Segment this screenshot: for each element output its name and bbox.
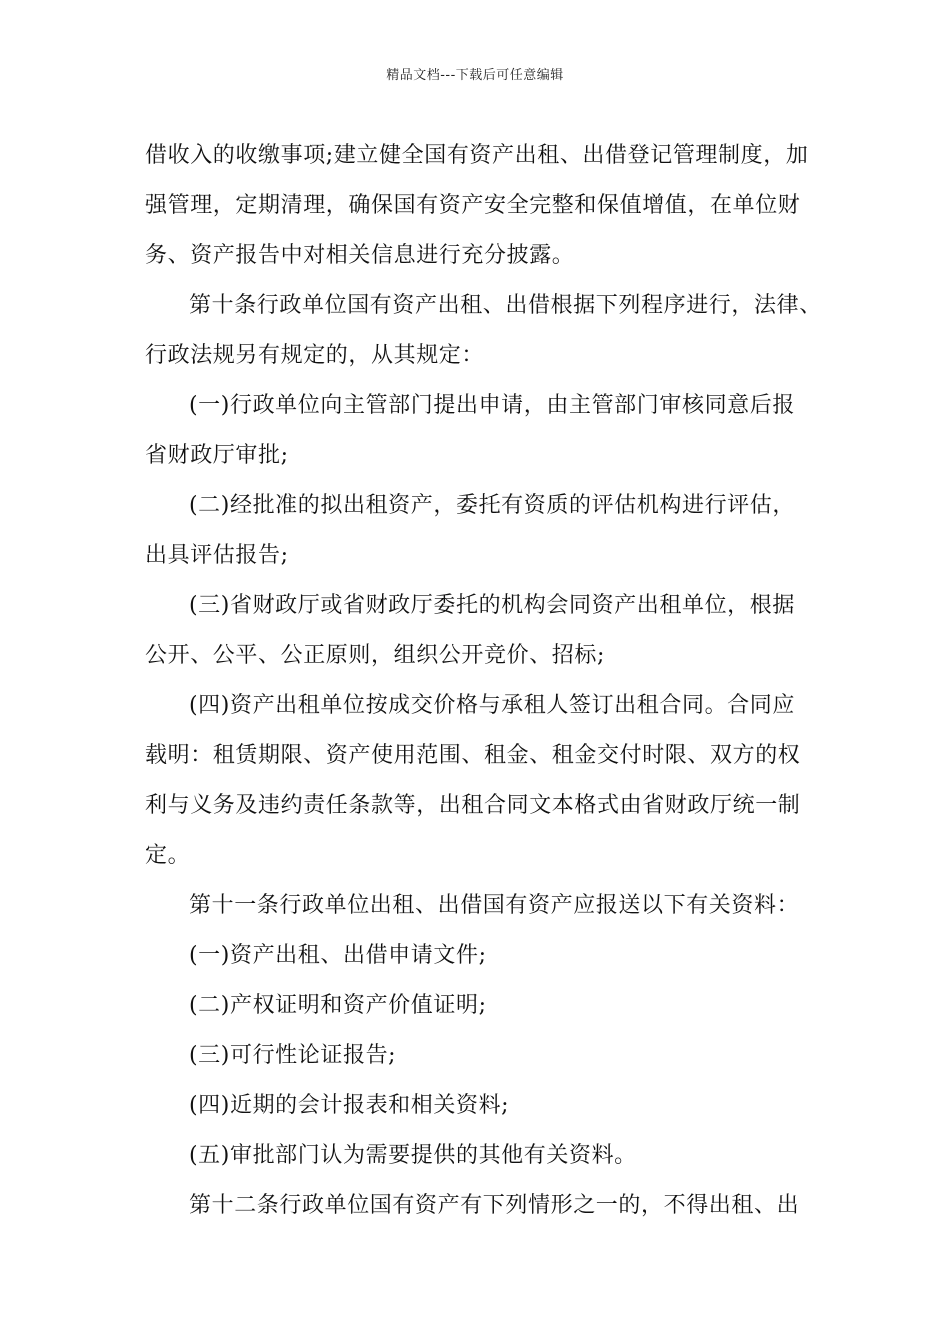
text-line: 利与义务及违约责任条款等，出租合同文本格式由省财政厅统一制 [145, 793, 801, 818]
text-line: 定。 [145, 843, 191, 868]
page-header: 精品文档---下载后可任意编辑 [386, 68, 564, 83]
list-item-line: (四)资产出租单位按成交价格与承租人签订出租合同。合同应 [189, 693, 795, 718]
document-body [145, 131, 822, 1231]
list-item-line: (一)资产出租、出借申请文件; [189, 943, 487, 968]
list-item-line: (二)产权证明和资产价值证明; [189, 993, 487, 1018]
list-item-line: (一)行政单位向主管部门提出申请，由主管部门审核同意后报 [189, 393, 795, 418]
list-item-line: (四)近期的会计报表和相关资料; [189, 1093, 510, 1118]
text-line: 公开、公平、公正原则，组织公开竞价、招标; [145, 643, 606, 668]
text-line: 借收入的收缴事项;建立健全国有资产出租、出借登记管理制度，加 [145, 143, 809, 168]
article-eleven-line: 第十一条行政单位出租、出借国有资产应报送以下有关资料： [189, 893, 800, 918]
article-twelve-line: 第十二条行政单位国有资产有下列情形之一的，不得出租、出 [189, 1193, 800, 1218]
article-ten-line: 第十条行政单位国有资产出租、出借根据下列程序进行，法律、 [189, 293, 822, 318]
list-item-line: (三)省财政厅或省财政厅委托的机构会同资产出租单位，根据 [189, 593, 795, 618]
text-line: 出具评估报告; [145, 543, 289, 568]
list-item-line: (二)经批准的拟出租资产，委托有资质的评估机构进行评估， [189, 493, 795, 518]
text-line: 省财政厅审批; [145, 443, 289, 468]
text-line: 行政法规另有规定的，从其规定： [145, 343, 485, 368]
text-line: 务、资产报告中对相关信息进行充分披露。 [145, 243, 575, 268]
list-item-line: (五)审批部门认为需要提供的其他有关资料。 [189, 1143, 637, 1168]
list-item-line: (三)可行性论证报告; [189, 1043, 397, 1068]
text-line: 强管理，定期清理，确保国有资产安全完整和保值增值，在单位财 [145, 193, 801, 218]
text-line: 载明：租赁期限、资产使用范围、租金、租金交付时限、双方的权 [145, 743, 801, 768]
